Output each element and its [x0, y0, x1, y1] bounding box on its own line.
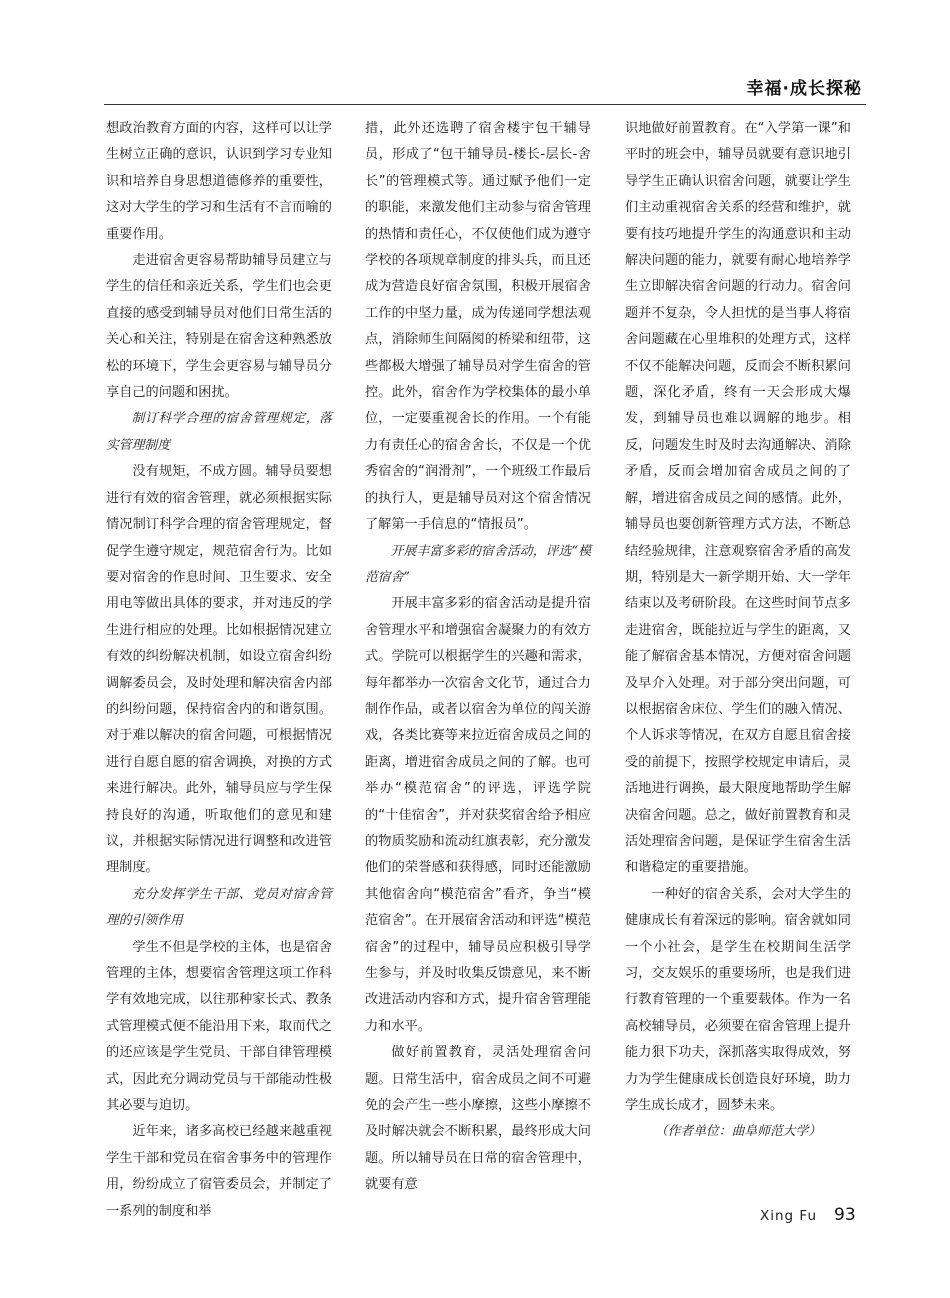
paragraph: 没有规矩，不成方圆。辅导员要想进行有效的宿舍管理，就必须根据实际情况制订科学合理的宿舍管理规定，督促学生遵守规定，规范宿舍行为。比如要对宿舍的作息时间、卫生要求、安全用电等做出具体的要求，并对违反的学生进行相应的处理。比如根据情况建立有效的纠纷解决机制，如设立宿舍纠纷调解委员会，及时处理和解决宿舍内部的纠纷问题，保持宿舍内的和谐氛围。对于难以解决的宿舍问题，可根据情况进行自愿自愿的宿舍调换，对换的方式来进行解决。此外，辅导员应与学生保持良好的沟通，听取他们的意见和建议，并根据实际情况进行调整和改进管理制度。 — [106, 464, 332, 876]
page-number: 93 — [834, 1205, 856, 1225]
paragraph: 走进宿舍更容易帮助辅导员建立与学生的信任和亲近关系，学生们也会更直接的感受到辅导员对他们日常生活的关心和关注，特别是在宿舍这种熟悉放松的环境下，学生会更容易与辅导员分享自己的问题和困扰。 — [106, 253, 332, 401]
paragraph: 措，此外还选聘了宿舍楼宇包干辅导员，形成了“包干辅导员-楼长-层长-舍长”的管理模式等。通过赋予他们一定的职能，来激发他们主动参与宿舍管理的热情和责任心，不仅使他们成为遵守学校的各项规章制度的排头兵，而且还成为营造良好宿舍氛围，积极开展宿舍工作的中坚力量，成为传递同学想法观点，消除师生间隔阂的桥梁和纽带，这些都极大增强了辅导员对学生宿舍的管控。此外，宿舍作为学校集体的最小单位，一定要重视舍长的作用。一个有能力有责任心的宿舍舍长，不仅是一个优秀宿舍的“润滑剂”，一个班级工作最后的执行人，更是辅导员对这个宿舍情况了解第一手信息的“情报员”。 — [365, 121, 591, 533]
section-header-title: 幸福·成长探秘 — [746, 79, 862, 99]
article-column-3 — [625, 116, 851, 1146]
paragraph: 想政治教育方面的内容，这样可以让学生树立正确的意识，认识到学习专业知识和培养自身思想道德修养的重要性，这对大学生的学习和生活有不言而喻的重要作用。 — [106, 121, 332, 242]
header-divider — [104, 104, 866, 105]
paragraph: 一种好的宿舍关系，会对大学生的健康成长有着深远的影响。宿舍就如同一个小社会，是学生在校期间生活学习，交友娱乐的重要场所，也是我们进行教育管理的一个重要载体。作为一名高校辅导员，必须要在宿舍管理上提升能力狠下功夫，深抓落实取得成效，努力为学生健康成长创造良好环境，助力学生成长成才，圆梦未来。 — [625, 886, 851, 1114]
paragraph: 近年来，诸多高校已经越来越重视学生干部和党员在宿舍事务中的管理作用，纷纷成立了宿管委员会，并制定了一系列的制度和举 — [106, 1124, 332, 1219]
paragraph: 开展丰富多彩的宿舍活动是提升宿舍管理水平和增强宿舍凝聚力的有效方式。学院可以根据学生的兴趣和需求，每年都举办一次宿舍文化节，通过合力制作作品，或者以宿舍为单位的闯关游戏，各类比赛等来拉近宿舍成员之间的距离，增进宿舍成员之间的了解。也可举办“模范宿舍”的评选，评选学院的“十佳宿舍”，并对获奖宿舍给予相应的物质奖励和流动红旗表彰，充分激发他们的荣誉感和获得感，同时还能激励其他宿舍向“模范宿舍”看齐，争当“模范宿舍”。在开展宿舍活动和评选“模范宿舍”的过程中，辅导员应积极引导学生参与，并及时收集反馈意见，来不断改进活动内容和方式，提升宿舍管理能力和水平。 — [365, 596, 591, 1034]
footer-brand: Xing Fu — [760, 1208, 817, 1224]
section-heading: 制订科学合理的宿舍管理规定，落实管理制度 — [106, 411, 332, 453]
section-heading: 充分发挥学生干部、党员对宿舍管理的引领作用 — [106, 886, 332, 929]
author-affiliation: （作者单位：曲阜师范大学） — [654, 1124, 822, 1140]
paragraph: 学生不但是学校的主体，也是宿舍管理的主体，想要宿舍管理这项工作科学有效地完成，以往那种家长式、教条式管理模式便不能沿用下来，取而代之的还应该是学生党员、干部自律管理模式，因此充分调动党员与干部能动性极其必要与迫切。 — [106, 939, 332, 1114]
paragraph: 做好前置教育，灵活处理宿舍问题。日常生活中，宿舍成员之间不可避免的会产生一些小摩擦，这些小摩擦不及时解决就会不断积累，最终形成大问题。所以辅导员在日常的宿舍管理中，就要有意 — [365, 1045, 591, 1193]
paragraph: 识地做好前置教育。在“入学第一课”和平时的班会中，辅导员就要有意识地引导学生正确认识宿舍问题，就要让学生们主动重视宿舍关系的经营和维护，就要有技巧地提升学生的沟通意识和主动解决问题的能力，就要有耐心地培养学生立即解决宿舍问题的行动力。宿舍问题并不复杂，令人担忧的是当事人将宿舍问题藏在心里堆积的处理方式，这样不仅不能解决问题，反而会不断积累问题，深化矛盾，终有一天会形成大爆发，到辅导员也难以调解的地步。相反，问题发生时及时去沟通解决、消除矛盾，反而会增加宿舍成员之间的了解，增进宿舍成员之间的感情。此外，辅导员也要创新管理方式方法，不断总结经验规律，注意观察宿舍矛盾的高发期，特别是大一新学期开始、大一学年结束以及考研阶段。在这些时间节点多走进宿舍，既能拉近与学生的距离，又能了解宿舍基本情况，方便对宿舍问题及早介入处理。对于部分突出问题，可以根据宿舍床位、学生们的融入情况、个人诉求等情况，在双方自愿且宿舍接受的前提下，按照学校规定申请后，灵活地进行调换，最大限度地帮助学生解决宿舍问题。总之，做好前置教育和灵活处理宿舍问题，是保证学生宿舍生活和谐稳定的重要措施。 — [625, 121, 851, 876]
section-heading: 开展丰富多彩的宿舍活动，评选“模范宿舍” — [365, 543, 591, 585]
article-column-1 — [106, 116, 332, 1225]
article-column-2 — [365, 116, 591, 1199]
